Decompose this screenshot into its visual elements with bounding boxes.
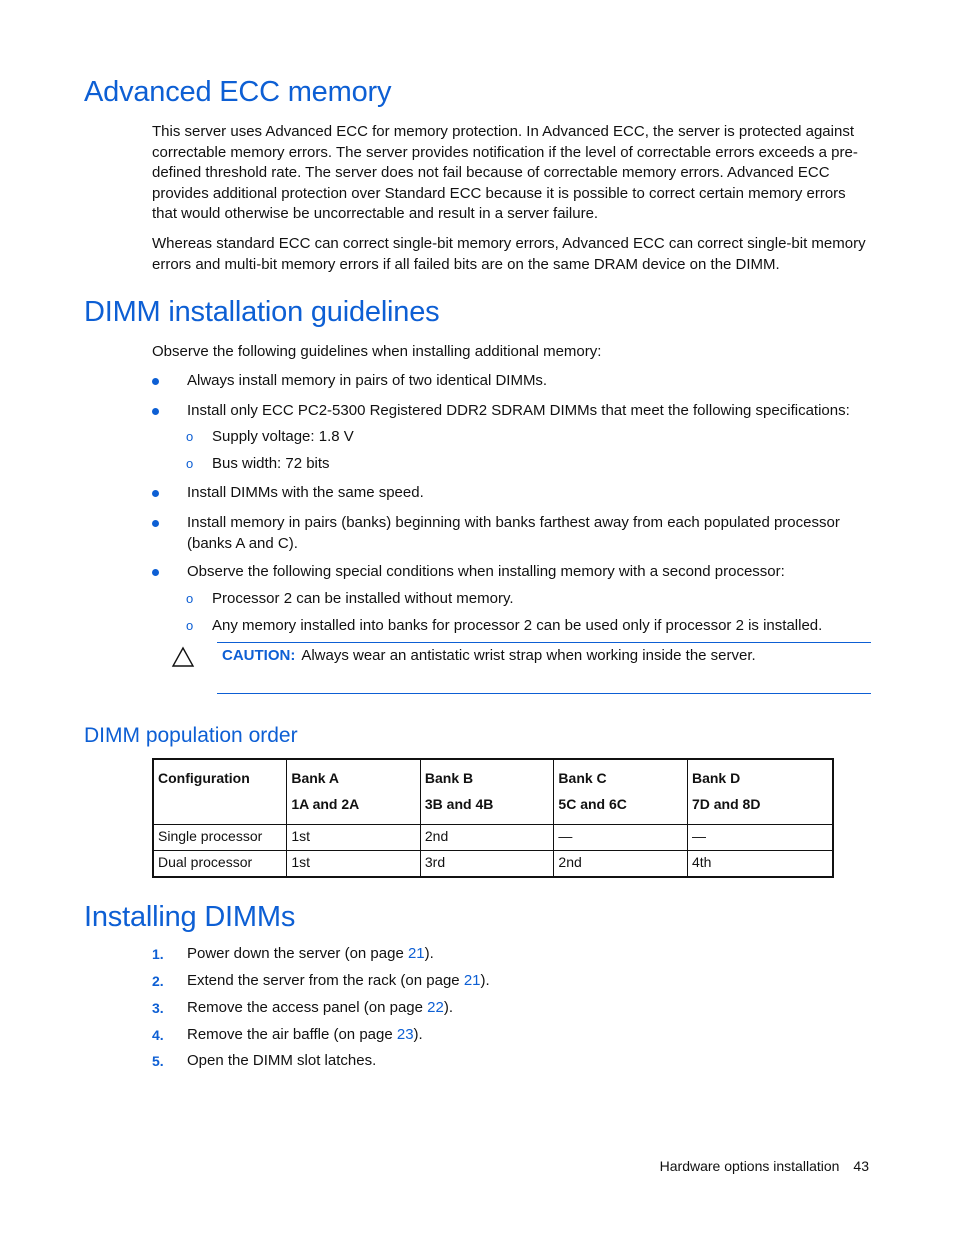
sub-list-item-text: Supply voltage: 1.8 V bbox=[212, 428, 354, 445]
page-link[interactable]: 22 bbox=[427, 999, 444, 1016]
section-title-population-order: DIMM population order bbox=[84, 724, 298, 747]
list-item-text: Always install memory in pairs of two identical DIMMs. bbox=[187, 372, 548, 389]
caution-text: Always wear an antistatic wrist strap when working inside the server. bbox=[301, 647, 756, 664]
list-item-text: Observe the following special conditions when installing memory with a second processor: bbox=[187, 563, 785, 580]
list-item-text: Install memory in pairs (banks) beginning with banks farthest away from each populated processor (banks A and C). bbox=[187, 514, 840, 552]
section-title-advanced-ecc: Advanced ECC memory bbox=[84, 76, 392, 108]
step-text: Extend the server from the rack (on page 21). bbox=[187, 972, 490, 989]
population-order-table bbox=[152, 758, 834, 878]
caution-top-rule bbox=[217, 642, 871, 643]
circle-bullet-icon: o bbox=[186, 618, 194, 633]
circle-bullet-icon: o bbox=[186, 591, 194, 606]
step-number: 5. bbox=[152, 1053, 164, 1069]
step-number: 2. bbox=[152, 973, 164, 989]
table-cell: 2nd bbox=[420, 825, 554, 851]
table-cell: 1st bbox=[287, 825, 421, 851]
table-header-cell: Configuration bbox=[153, 759, 287, 825]
table-header-cell: Bank C 5C and 6C bbox=[554, 759, 688, 825]
caution-label: CAUTION: bbox=[222, 647, 296, 664]
guidelines-intro: Observe the following guidelines when installing additional memory: bbox=[152, 343, 602, 360]
bullet-icon bbox=[152, 490, 159, 497]
table-header-row bbox=[153, 759, 833, 825]
section-title-dimm-guidelines: DIMM installation guidelines bbox=[84, 296, 440, 328]
step-number: 4. bbox=[152, 1027, 164, 1043]
table-cell: — bbox=[687, 825, 833, 851]
step-number: 1. bbox=[152, 946, 164, 962]
table-cell: Dual processor bbox=[153, 851, 287, 878]
bullet-icon bbox=[152, 378, 159, 385]
ecc-paragraph-2: Whereas standard ECC can correct single-bit memory errors, Advanced ECC can correct single-bit memory errors and multi-bit memory errors if all failed bits are on the same DRAM device on the DIMM. bbox=[152, 235, 866, 273]
page-link[interactable]: 23 bbox=[396, 1026, 414, 1043]
list-item-text: Install DIMMs with the same speed. bbox=[187, 484, 424, 501]
step-text: Remove the air baffle (on page 23). bbox=[187, 1026, 423, 1043]
table-cell: 3rd bbox=[420, 851, 554, 878]
step-text: Open the DIMM slot latches. bbox=[187, 1052, 377, 1069]
caution-note bbox=[222, 646, 756, 667]
circle-bullet-icon: o bbox=[186, 429, 194, 444]
table-header-cell: Bank B 3B and 4B bbox=[420, 759, 554, 825]
section-title-installing-dimms: Installing DIMMs bbox=[84, 901, 296, 933]
step-text: Power down the server (on page 21). bbox=[187, 945, 434, 962]
table-cell: 1st bbox=[287, 851, 421, 878]
page-link[interactable]: 21 bbox=[463, 972, 481, 989]
page-link[interactable]: 21 bbox=[407, 945, 425, 962]
caution-bottom-rule bbox=[217, 693, 871, 694]
bullet-icon bbox=[152, 408, 159, 415]
bullet-icon bbox=[152, 520, 159, 527]
table-cell: 4th bbox=[687, 851, 833, 878]
page-footer bbox=[660, 1158, 869, 1174]
page-number: 43 bbox=[853, 1158, 869, 1174]
table-cell: 2nd bbox=[554, 851, 688, 878]
table-header-cell: Bank D 7D and 8D bbox=[687, 759, 833, 825]
footer-chapter: Hardware options installation bbox=[659, 1158, 840, 1174]
sub-list-item-text: Processor 2 can be installed without memory. bbox=[212, 590, 514, 607]
step-number: 3. bbox=[152, 1000, 164, 1016]
list-item-text: Install only ECC PC2-5300 Registered DDR2 SDRAM DIMMs that meet the following specifications: bbox=[187, 402, 850, 419]
circle-bullet-icon: o bbox=[186, 456, 194, 471]
sub-list-item-text: Any memory installed into banks for processor 2 can be used only if processor 2 is installed. bbox=[212, 617, 823, 634]
sub-list-item-text: Bus width: 72 bits bbox=[212, 455, 330, 472]
table-header-cell: Bank A 1A and 2A bbox=[287, 759, 421, 825]
table-row bbox=[153, 825, 833, 851]
table-cell: — bbox=[554, 825, 688, 851]
table-row bbox=[153, 851, 833, 878]
warning-triangle-icon bbox=[171, 646, 195, 668]
table-cell: Single processor bbox=[153, 825, 287, 851]
step-text: Remove the access panel (on page 22). bbox=[187, 999, 454, 1016]
ecc-paragraph-1: This server uses Advanced ECC for memory protection. In Advanced ECC, the server is protected against correctable memory errors. The server provides notification if the level of correctable errors exceeds a pre-defined threshold rate. The server does not fail because of correctable memory errors. Advanced ECC provides additional protection over Standard ECC because it is possible to correct certain memory errors that would otherwise be uncorrectable and result in a server failure. bbox=[152, 123, 858, 222]
bullet-icon bbox=[152, 569, 159, 576]
